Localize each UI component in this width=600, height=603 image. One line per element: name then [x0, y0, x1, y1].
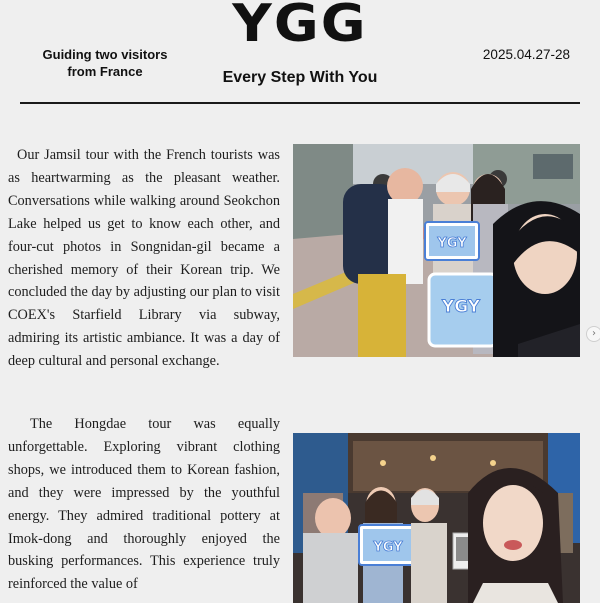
tagline: Every Step With You — [222, 69, 378, 86]
carousel-next-button[interactable] — [586, 326, 600, 342]
divider — [20, 102, 580, 104]
paragraph-hongdae: The Hongdae tour was equally unforgettable. Exploring vibrant clothing shops, we introduced them to Korean fashion, and they were impressed by the youthful energy. They admired traditional pottery at Imok-dong and thoroughly enjoyed the busking performances. This experience truly reinforced the value of — [8, 416, 280, 593]
photo-jamsil-selfie — [293, 144, 580, 357]
photo-hongdae-selfie — [293, 433, 580, 603]
sign-label-1: YGY — [437, 236, 467, 251]
sign-label-3: YGY — [373, 540, 403, 555]
sign-label-2: YGY — [441, 297, 481, 317]
masthead-title: YGG — [232, 0, 368, 54]
date: 2025.04.27-28 — [482, 47, 570, 62]
paragraph-jamsil: Our Jamsil tour with the French tourists was as heartwarming as the pleasant weather. Conversations while walking around Seokchon Lake helped us get to know each other, and four-cut photos in Songnidan-gil became a cherished memory of their Korean trip. We concluded the day by adjusting our plan to visit COEX's Starfield Library via subway, admiring its artistic ambiance. It was a day of deep cultural and personal exchange. — [8, 147, 280, 370]
subtitle: Guiding two visitors from France — [42, 47, 168, 79]
chevron-right-icon: › — [592, 328, 596, 339]
